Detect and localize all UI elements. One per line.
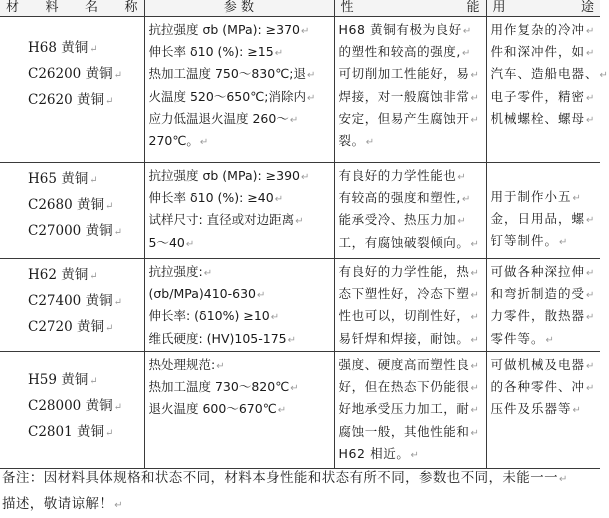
header-char: 性 [340, 0, 354, 15]
parameter-line: 抗拉强度 σb (MPa): ≥390↵ [148, 168, 310, 183]
paragraph-mark-icon: ↵ [470, 70, 480, 82]
paragraph-mark-icon: ↵ [586, 26, 596, 37]
header-parameters [144, 0, 334, 17]
header-char: 称 [124, 0, 138, 15]
paragraph-mark-icon: ↵ [113, 70, 122, 81]
header-char: 途 [580, 0, 594, 15]
paragraph-mark-icon: ↵ [586, 48, 596, 60]
paragraph-mark-icon: ↵ [462, 26, 472, 37]
header-char: 能 [466, 0, 480, 15]
paragraph-mark-icon: ↵ [89, 376, 98, 387]
use-line: 和弯折制造的受↵ [490, 286, 596, 302]
paragraph-mark-icon: ↵ [270, 312, 280, 324]
paragraph-mark-icon: ↵ [470, 427, 480, 439]
paragraph-mark-icon: ↵ [461, 48, 471, 60]
material-name: C28000 黄铜↵ [28, 398, 122, 414]
use-text [487, 259, 601, 351]
paragraph-mark-icon: ↵ [470, 312, 480, 324]
performance-line: 工，有腐蚀破裂倾向。↵ [338, 234, 480, 250]
paragraph-mark-icon: ↵ [365, 137, 375, 149]
cell-performance [334, 163, 486, 259]
use-line: 件和深冲件，如↵ [490, 44, 596, 60]
header-use [486, 0, 600, 17]
use-text [487, 352, 601, 422]
paragraph-mark-icon: ↵ [470, 405, 480, 417]
paragraph-mark-icon: ↵ [199, 137, 209, 149]
paragraph-mark-icon: ↵ [104, 428, 114, 439]
parameter-line: 抗拉强度:↵ [148, 264, 213, 279]
performance-line: 的塑性和较高的强度,↵ [338, 44, 471, 60]
cell-parameters [144, 163, 334, 259]
paragraph-mark-icon: ↵ [113, 402, 122, 413]
header-performance [334, 0, 486, 17]
performance-text [335, 352, 486, 466]
use-line: 可做机械及电器↵ [490, 357, 596, 372]
material-name: H59 黄铜↵ [28, 372, 98, 388]
performance-line: 态下塑性好，冷态下塑↵ [338, 286, 480, 302]
paragraph-mark-icon: ↵ [470, 334, 480, 346]
paragraph-mark-icon: ↵ [274, 48, 284, 60]
material-name-list [0, 17, 144, 114]
paragraph-mark-icon: ↵ [89, 271, 98, 282]
use-text [487, 163, 601, 254]
material-name: H62 黄铜↵ [28, 267, 98, 283]
paragraph-mark-icon: ↵ [301, 172, 310, 183]
footnote-line: 描述，敬请谅解！↵ [2, 496, 123, 512]
paragraph-mark-icon: ↵ [113, 227, 122, 238]
paragraph-mark-icon: ↵ [461, 194, 471, 206]
header-label: 参 数 [223, 0, 255, 15]
parameter-list [145, 163, 334, 255]
paragraph-mark-icon: ↵ [559, 474, 568, 485]
paragraph-mark-icon: ↵ [545, 334, 555, 346]
paragraph-mark-icon: ↵ [586, 383, 596, 395]
use-line: 的各种零件、冲↵ [490, 379, 596, 395]
parameter-line: 热加工温度 750～830℃;退↵ [148, 66, 316, 82]
cell-material-names [0, 17, 144, 163]
cell-performance [334, 17, 486, 163]
parameter-list [145, 259, 334, 351]
performance-line: H68 黄铜有极为良好↵ [338, 22, 472, 37]
performance-line: 好地承受压力加工，耐↵ [338, 401, 480, 417]
performance-line: 有良好的力学性能，热↵ [338, 264, 480, 279]
performance-line: 焊接，对一般腐蚀非常↵ [338, 88, 480, 104]
cell-use [486, 17, 609, 163]
material-name: C2720 黄铜↵ [28, 319, 114, 335]
paragraph-mark-icon: ↵ [306, 70, 316, 82]
parameter-list [145, 17, 334, 153]
paragraph-mark-icon: ↵ [586, 215, 596, 227]
footnote [2, 466, 598, 518]
table-row-h65 [0, 163, 600, 259]
table-header-row [0, 0, 600, 17]
paragraph-mark-icon: ↵ [410, 449, 420, 461]
paragraph-mark-icon: ↵ [185, 238, 195, 250]
paragraph-mark-icon: ↵ [104, 323, 114, 334]
parameter-line: 应力低温退火温度 260～↵ [148, 110, 299, 126]
cell-use [486, 163, 600, 259]
material-name: C27400 黄铜↵ [28, 293, 122, 309]
performance-line: 能承受冷、热压力加↵ [338, 212, 467, 228]
paragraph-mark-icon: ↵ [470, 92, 480, 104]
performance-line: 性也可以，切削性好，↵ [338, 308, 480, 324]
paragraph-mark-icon: ↵ [457, 172, 467, 183]
material-name: H65 黄铜↵ [28, 171, 98, 187]
paragraph-mark-icon: ↵ [470, 383, 480, 395]
paragraph-mark-icon: ↵ [216, 361, 225, 372]
parameter-list [145, 352, 334, 422]
use-line: 用作复杂的冷冲↵ [490, 22, 596, 37]
performance-line: 裂。↵ [338, 133, 375, 149]
cell-performance [334, 352, 486, 469]
performance-line: 易钎焊和焊接，耐蚀。↵ [338, 330, 480, 346]
performance-line: 有良好的力学性能也↵ [338, 168, 467, 183]
cell-use [486, 352, 600, 469]
paragraph-mark-icon: ↵ [586, 290, 596, 302]
header-use-text [487, 0, 601, 16]
performance-text [335, 17, 486, 153]
paragraph-mark-icon: ↵ [586, 312, 596, 324]
parameter-line: 热处理规范:↵ [148, 357, 225, 372]
cell-material-names [0, 259, 144, 352]
footnote-line: 备注：因材料具体规格和状态不同，材料本身性能和状态有所不同，参数也不同，未能一一↵ [2, 470, 568, 486]
paragraph-mark-icon: ↵ [586, 361, 596, 372]
header-char: 用 [492, 0, 506, 15]
performance-line: 有较高的强度和塑性,↵ [338, 190, 471, 206]
paragraph-mark-icon: ↵ [290, 383, 299, 395]
parameter-line: 火温度 520～650℃;消除内↵ [148, 88, 316, 104]
material-name: C2620 黄铜↵ [28, 92, 114, 108]
use-line: 可做各种深拉伸↵ [490, 264, 596, 279]
parameter-line: 退火温度 600～670℃↵ [148, 401, 287, 417]
material-name: H68 黄铜↵ [28, 40, 98, 56]
paragraph-mark-icon: ↵ [470, 361, 480, 372]
performance-line: 可切削加工性能好，易↵ [338, 66, 480, 82]
paragraph-mark-icon: ↵ [586, 268, 596, 279]
cell-performance [334, 259, 486, 352]
use-line: 机械螺栓、螺母↵ [490, 110, 596, 126]
use-line: 钉等制件。↵ [490, 233, 569, 249]
use-line: 金，日用品，螺↵ [490, 211, 596, 227]
paragraph-mark-icon: ↵ [104, 96, 114, 107]
paragraph-mark-icon: ↵ [89, 175, 98, 186]
use-line: 力零件，散热器↵ [490, 308, 596, 324]
paragraph-mark-icon: ↵ [572, 193, 582, 204]
paragraph-mark-icon: ↵ [470, 238, 480, 250]
header-material-name [0, 0, 144, 17]
header-parameters-text [145, 0, 334, 16]
cell-parameters [144, 17, 334, 163]
performance-line: 好，但在热态下仍能很↵ [338, 379, 480, 395]
use-line: 电子零件，精密↵ [490, 88, 596, 104]
performance-line: H62 相近。↵ [338, 445, 420, 461]
use-line: 零件等。↵ [490, 330, 555, 346]
paragraph-mark-icon: ↵ [301, 26, 310, 37]
material-name: C26200 黄铜↵ [28, 66, 122, 82]
header-char: 名 [84, 0, 98, 15]
parameter-line: 抗拉强度 σb (MPa): ≥370↵ [148, 22, 310, 37]
material-name-list [0, 163, 144, 245]
table-row-h62 [0, 259, 600, 352]
header-char: 材 [6, 0, 20, 15]
paragraph-mark-icon: ↵ [470, 268, 480, 279]
cell-parameters [144, 259, 334, 352]
paragraph-mark-icon: ↵ [203, 268, 213, 279]
header-material-name-text [0, 0, 144, 16]
paragraph-mark-icon: ↵ [295, 216, 304, 228]
performance-line: 安定，但易产生腐蚀开↵ [338, 110, 480, 126]
use-text [487, 17, 609, 131]
cell-parameters [144, 352, 334, 469]
use-line: 压件及乐器等↵ [490, 401, 582, 417]
paragraph-mark-icon: ↵ [104, 201, 114, 212]
use-line: 用于制作小五↵ [490, 189, 582, 204]
paragraph-mark-icon: ↵ [572, 405, 582, 417]
paragraph-mark-icon: ↵ [559, 237, 569, 249]
paragraph-mark-icon: ↵ [113, 297, 122, 308]
material-name: C2680 黄铜↵ [28, 197, 114, 213]
cell-use [486, 259, 600, 352]
parameter-line: 伸长率 δ10 (%): ≥40↵ [148, 190, 284, 206]
material-name: C27000 黄铜↵ [28, 223, 122, 239]
paragraph-mark-icon: ↵ [599, 70, 609, 82]
parameter-line: 伸长率 δ10 (%): ≥15↵ [148, 44, 284, 60]
table-row-h68 [0, 17, 600, 163]
parameter-line: 270℃。↵ [148, 133, 209, 149]
material-name-list [0, 259, 144, 341]
paragraph-mark-icon: ↵ [274, 194, 284, 206]
parameter-line: 伸长率: (δ10%) ≥10↵ [148, 308, 280, 324]
paragraph-mark-icon: ↵ [277, 405, 287, 417]
parameter-line: 热加工温度 730～820℃↵ [148, 379, 299, 395]
paragraph-mark-icon: ↵ [256, 290, 266, 302]
header-performance-text [335, 0, 486, 16]
performance-text [335, 163, 486, 255]
parameter-line: 试样尺寸: 直径或对边距离↵ [148, 212, 304, 228]
table-row-h59 [0, 352, 600, 469]
paragraph-mark-icon: ↵ [457, 216, 467, 228]
header-char: 料 [45, 0, 59, 15]
paragraph-mark-icon: ↵ [586, 92, 596, 104]
paragraph-mark-icon: ↵ [289, 114, 299, 126]
parameter-line: (σb/MPa)410-630↵ [148, 286, 266, 302]
performance-line: 强度、硬度高而塑性良↵ [338, 357, 480, 372]
parameter-line: 5～40↵ [148, 234, 195, 250]
parameter-line: 维氏硬度: (HV)105-175↵ [148, 330, 297, 346]
material-name-list [0, 352, 144, 446]
paragraph-mark-icon: ↵ [586, 114, 596, 126]
paragraph-mark-icon: ↵ [306, 92, 316, 104]
performance-text [335, 259, 486, 351]
paragraph-mark-icon: ↵ [89, 44, 98, 55]
paragraph-mark-icon: ↵ [470, 114, 480, 126]
use-line: 汽车、造船电器、↵ [490, 66, 609, 82]
cell-material-names [0, 163, 144, 259]
paragraph-mark-icon: ↵ [287, 334, 297, 346]
paragraph-mark-icon: ↵ [470, 290, 480, 302]
cell-material-names [0, 352, 144, 469]
paragraph-mark-icon: ↵ [114, 500, 123, 511]
material-name: C2801 黄铜↵ [28, 424, 114, 440]
performance-line: 腐蚀一般，其他性能和↵ [338, 423, 480, 439]
